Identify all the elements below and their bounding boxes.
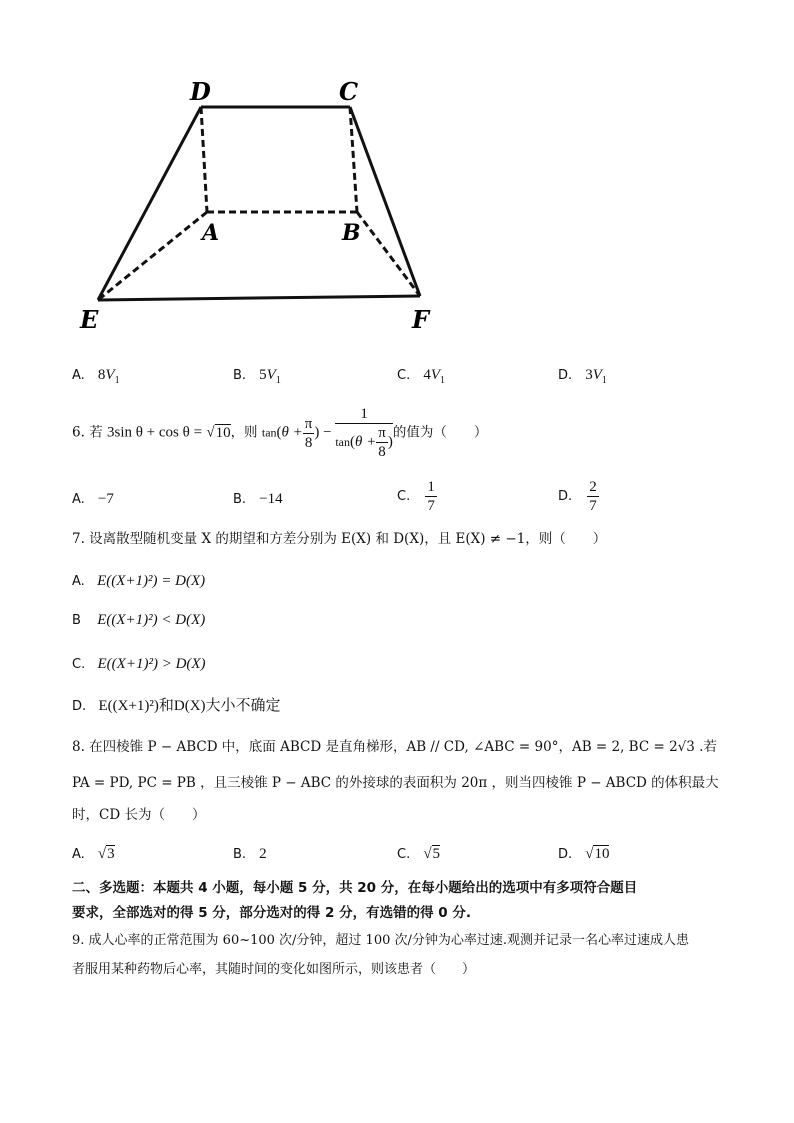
q5-option-a[interactable] [72, 364, 120, 386]
q7-option-c[interactable]: C. E((X+1)²) > D(X) [72, 656, 206, 672]
option-coef: 8 [97, 367, 106, 383]
q9-line-1: 9. 成人心率的正常范围为 60~100 次/分钟，超过 100 次/分钟为心率过速.观测并记录一名心率过速成人患 [72, 933, 690, 948]
option-coef: 4 [423, 367, 431, 383]
q6-option-c[interactable]: C. $\frac{1}{7}$ [397, 479, 435, 514]
q6-condition-lhs: 3sin θ + cos θ = [106, 424, 203, 441]
edge-de [98, 107, 201, 300]
q6-option-b[interactable]: B. −14 [233, 491, 283, 507]
q6-suffix: 的值为（ ） [392, 424, 488, 441]
option-coef: 3 [585, 367, 593, 383]
option-var: V [430, 367, 440, 383]
edge-bf [357, 212, 420, 296]
edge-ef [98, 296, 420, 300]
q8-option-c[interactable]: C. √5 [397, 846, 441, 862]
q8-option-b[interactable]: B. 2 [233, 846, 267, 862]
q5-option-c[interactable] [397, 364, 445, 386]
q6-prefix: 若 [89, 424, 103, 441]
vertex-label-d: D [190, 77, 211, 106]
option-sub: 1 [439, 375, 445, 386]
vertex-label-e: E [80, 305, 99, 334]
q6-stem: 6. 若 3sin θ + cos θ = √10，则 tan(θ + $\frac{\pi}{8}$ ) − 1 tan(θ + $\frac{\pi}{8}$ ) 的值为（ ） [72, 406, 488, 460]
q8-line-3: 时，CD 长为（ ） [72, 807, 206, 823]
vertex-label-f: F [412, 305, 430, 334]
option-sub: 1 [275, 375, 281, 386]
q8-option-d[interactable]: D. √10 [558, 846, 610, 862]
q7-option-b[interactable]: B E((X+1)²) < D(X) [72, 612, 206, 628]
q5-option-b[interactable] [233, 364, 281, 386]
edge-da [201, 107, 207, 212]
q5-option-d[interactable] [558, 364, 607, 386]
q6-option-d[interactable]: D. $\frac{2}{7}$ [558, 479, 597, 514]
q7-stem: 7. 设离散型随机变量 X 的期望和方差分别为 E(X) 和 D(X)，且 E(X) ≠ −1，则（ ） [72, 531, 607, 547]
q7-option-a[interactable]: A. E((X+1)²) = D(X) [72, 573, 206, 589]
q6-expression: tan(θ + $\frac{\pi}{8}$ ) − 1 tan(θ + $\frac{\pi}{8}$ ) [261, 406, 393, 460]
q8-option-a[interactable]: A. √3 [72, 846, 115, 862]
q8-line-2: PA = PD, PC = PB ，且三棱锥 P − ABC 的外接球的表面积为 20π ，则当四棱锥 P − ABCD 的体积最大 [72, 775, 719, 791]
option-var: V [266, 367, 276, 383]
vertex-label-c: C [339, 77, 359, 106]
option-sub: 1 [114, 375, 120, 386]
option-letter: D. [558, 368, 573, 383]
section-2-header-line-1: 二、多选题：本题共 4 小题，每小题 5 分，共 20 分，在每小题给出的选项中有多项符合题目 [72, 880, 638, 896]
geometry-figure [70, 70, 450, 340]
option-coef: 5 [259, 367, 267, 383]
option-sub: 1 [601, 375, 607, 386]
q9-line-2: 者服用某种药物后心率，其随时间的变化如图所示，则该患者（ ） [72, 962, 476, 977]
section-2-header-line-2: 要求，全部选对的得 5 分，部分选对的得 2 分，有选错的得 0 分. [72, 905, 472, 921]
edge-ae [98, 212, 207, 300]
option-letter: B. [233, 368, 247, 383]
q6-then: ，则 [230, 424, 258, 441]
vertex-label-a: A [202, 220, 220, 246]
option-letter: C. [397, 368, 411, 383]
vertex-label-b: B [342, 220, 361, 246]
q6-number: 6. [72, 424, 85, 441]
q8-line-1: 8. 在四棱锥 P − ABCD 中，底面 ABCD 是直角梯形，AB // CD, ∠ABC = 90°，AB = 2, BC = 2√3 .若 [72, 739, 717, 755]
option-var: V [105, 367, 115, 383]
option-var: V [592, 367, 602, 383]
option-letter: A. [72, 368, 85, 383]
q6-condition-rhs: 10 [215, 424, 231, 441]
edge-cf [350, 107, 420, 296]
q7-option-d[interactable]: D. E((X+1)²)和D(X)大小不确定 [72, 698, 281, 714]
q6-option-a[interactable]: A. −7 [72, 491, 114, 507]
